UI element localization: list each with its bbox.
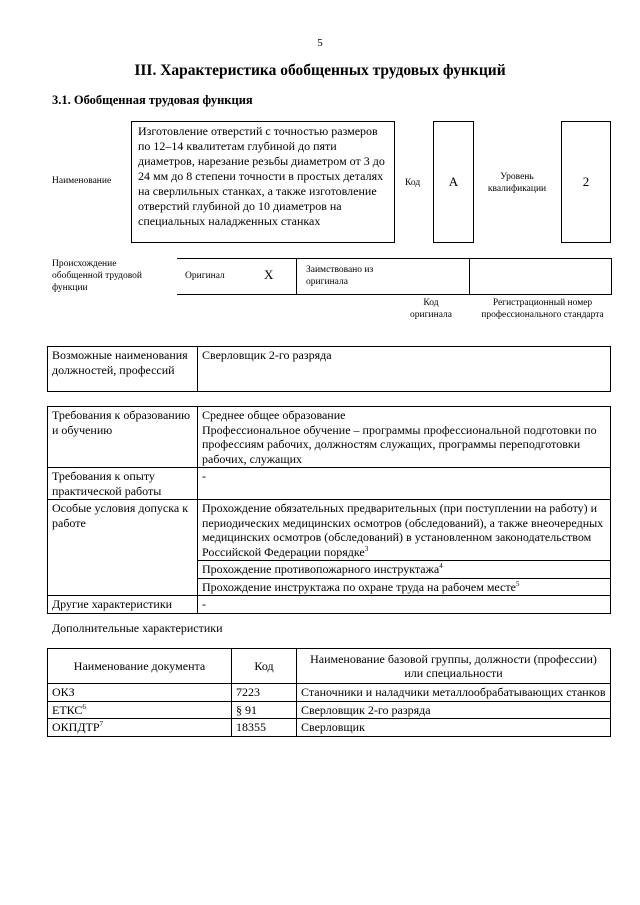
row-name: Станочники и наладчики металлообрабатывающих станков — [297, 684, 611, 702]
level-value: 2 — [561, 121, 611, 243]
condition-1-ref: 3 — [364, 544, 369, 553]
col-name-header: Наименование базовой группы, должности (профессии) или специальности — [297, 649, 611, 684]
row-code: 18355 — [232, 719, 297, 737]
row-name: Сверловщик — [297, 719, 611, 737]
original-label: Оригинал — [185, 271, 225, 281]
additional-title: Дополнительные характеристики — [52, 621, 223, 635]
table-row — [48, 701, 611, 719]
origin-label: Происхождение обобщенной трудовой функции — [52, 259, 142, 293]
page-number: 5 — [317, 37, 323, 49]
function-name-box: Изготовление отверстий с точностью размеров по 12–14 квалитетам глубиной до пяти диаметров, нарезание резьбы диаметром от 3 до 24 мм до 8 степени точности в простых деталях на сверлильных станках, а также изготовление отверстий глубиной до 10 диаметров на специальных наладженных станках — [131, 121, 395, 243]
experience-value: - — [198, 468, 611, 500]
row-doc — [48, 684, 232, 702]
other-value: - — [198, 596, 611, 614]
reg-number-caption: Регистрационный номер профессионального стандарта — [481, 298, 604, 320]
positions-table — [47, 346, 611, 392]
condition-3 — [198, 578, 611, 596]
additional-table — [47, 648, 611, 737]
education-label: Требования к образованию и обучению — [48, 407, 198, 468]
table-row — [48, 719, 611, 737]
level-label: Уровень квалификации — [487, 172, 547, 194]
row-doc-text: ЕТКС — [52, 702, 83, 717]
row-doc-ref: 7 — [99, 720, 104, 728]
borrowed-label: Заимствовано из оригинала — [306, 265, 374, 287]
other-label: Другие характеристики — [48, 596, 198, 614]
condition-1-text: Прохождение обязательных предварительных (при поступлении на работу) и периодических медицинских осмотров (обследований), а также внеочередных медицинских осмотров (обследований) в установленном законодательством Российской Федерации порядке — [202, 501, 604, 559]
row-code: § 91 — [232, 701, 297, 719]
education-line-2: Профессиональное обучение – программы профессиональной подготовки по профессиям рабочих, должностям служащих, программы переподготовки рабочих, служащих — [202, 422, 597, 466]
table-row — [48, 684, 611, 702]
origin-divider-1 — [296, 258, 297, 294]
education-line-1: Среднее общее образование — [202, 408, 346, 422]
education-cell — [198, 407, 611, 468]
condition-2 — [198, 561, 611, 579]
positions-label: Возможные наименования должностей, профессий — [48, 347, 198, 392]
condition-3-ref: 5 — [515, 579, 520, 588]
origin-divider-2 — [469, 258, 470, 294]
name-label: Наименование — [52, 176, 112, 186]
code-value: А — [433, 121, 474, 243]
code-label: Код — [405, 178, 421, 188]
requirements-table — [47, 406, 611, 614]
row-doc-ref: 6 — [82, 702, 86, 711]
origin-divider-3 — [611, 258, 612, 294]
row-doc — [48, 701, 232, 719]
experience-label: Требования к опыту практической работы — [48, 468, 198, 500]
section-title: III. Характеристика обобщенных трудовых функций — [134, 62, 506, 79]
origin-top-line — [177, 258, 612, 259]
row-doc — [48, 719, 232, 737]
origin-bottom-line — [177, 294, 612, 295]
row-doc-text: ОКПДТР — [52, 720, 100, 734]
row-name: Сверловщик 2-го разряда — [297, 701, 611, 719]
row-code: 7223 — [232, 684, 297, 702]
condition-3-text: Прохождение инструктажа по охране труда на рабочем месте — [202, 579, 516, 594]
condition-2-ref: 4 — [439, 562, 443, 570]
positions-value: Сверловщик 2-го разряда — [198, 347, 611, 392]
conditions-label: Особые условия допуска к работе — [48, 500, 198, 596]
row-doc-text: ОКЗ — [52, 685, 75, 699]
code-original-caption: Код оригинала — [410, 298, 452, 320]
col-code-header: Код — [232, 649, 297, 684]
condition-2-text: Прохождение противопожарного инструктажа — [202, 562, 440, 576]
condition-1 — [198, 500, 611, 561]
col-doc-header: Наименование документа — [48, 649, 232, 684]
sub-title: 3.1. Обобщенная трудовая функция — [52, 93, 253, 107]
original-mark: X — [264, 267, 274, 282]
